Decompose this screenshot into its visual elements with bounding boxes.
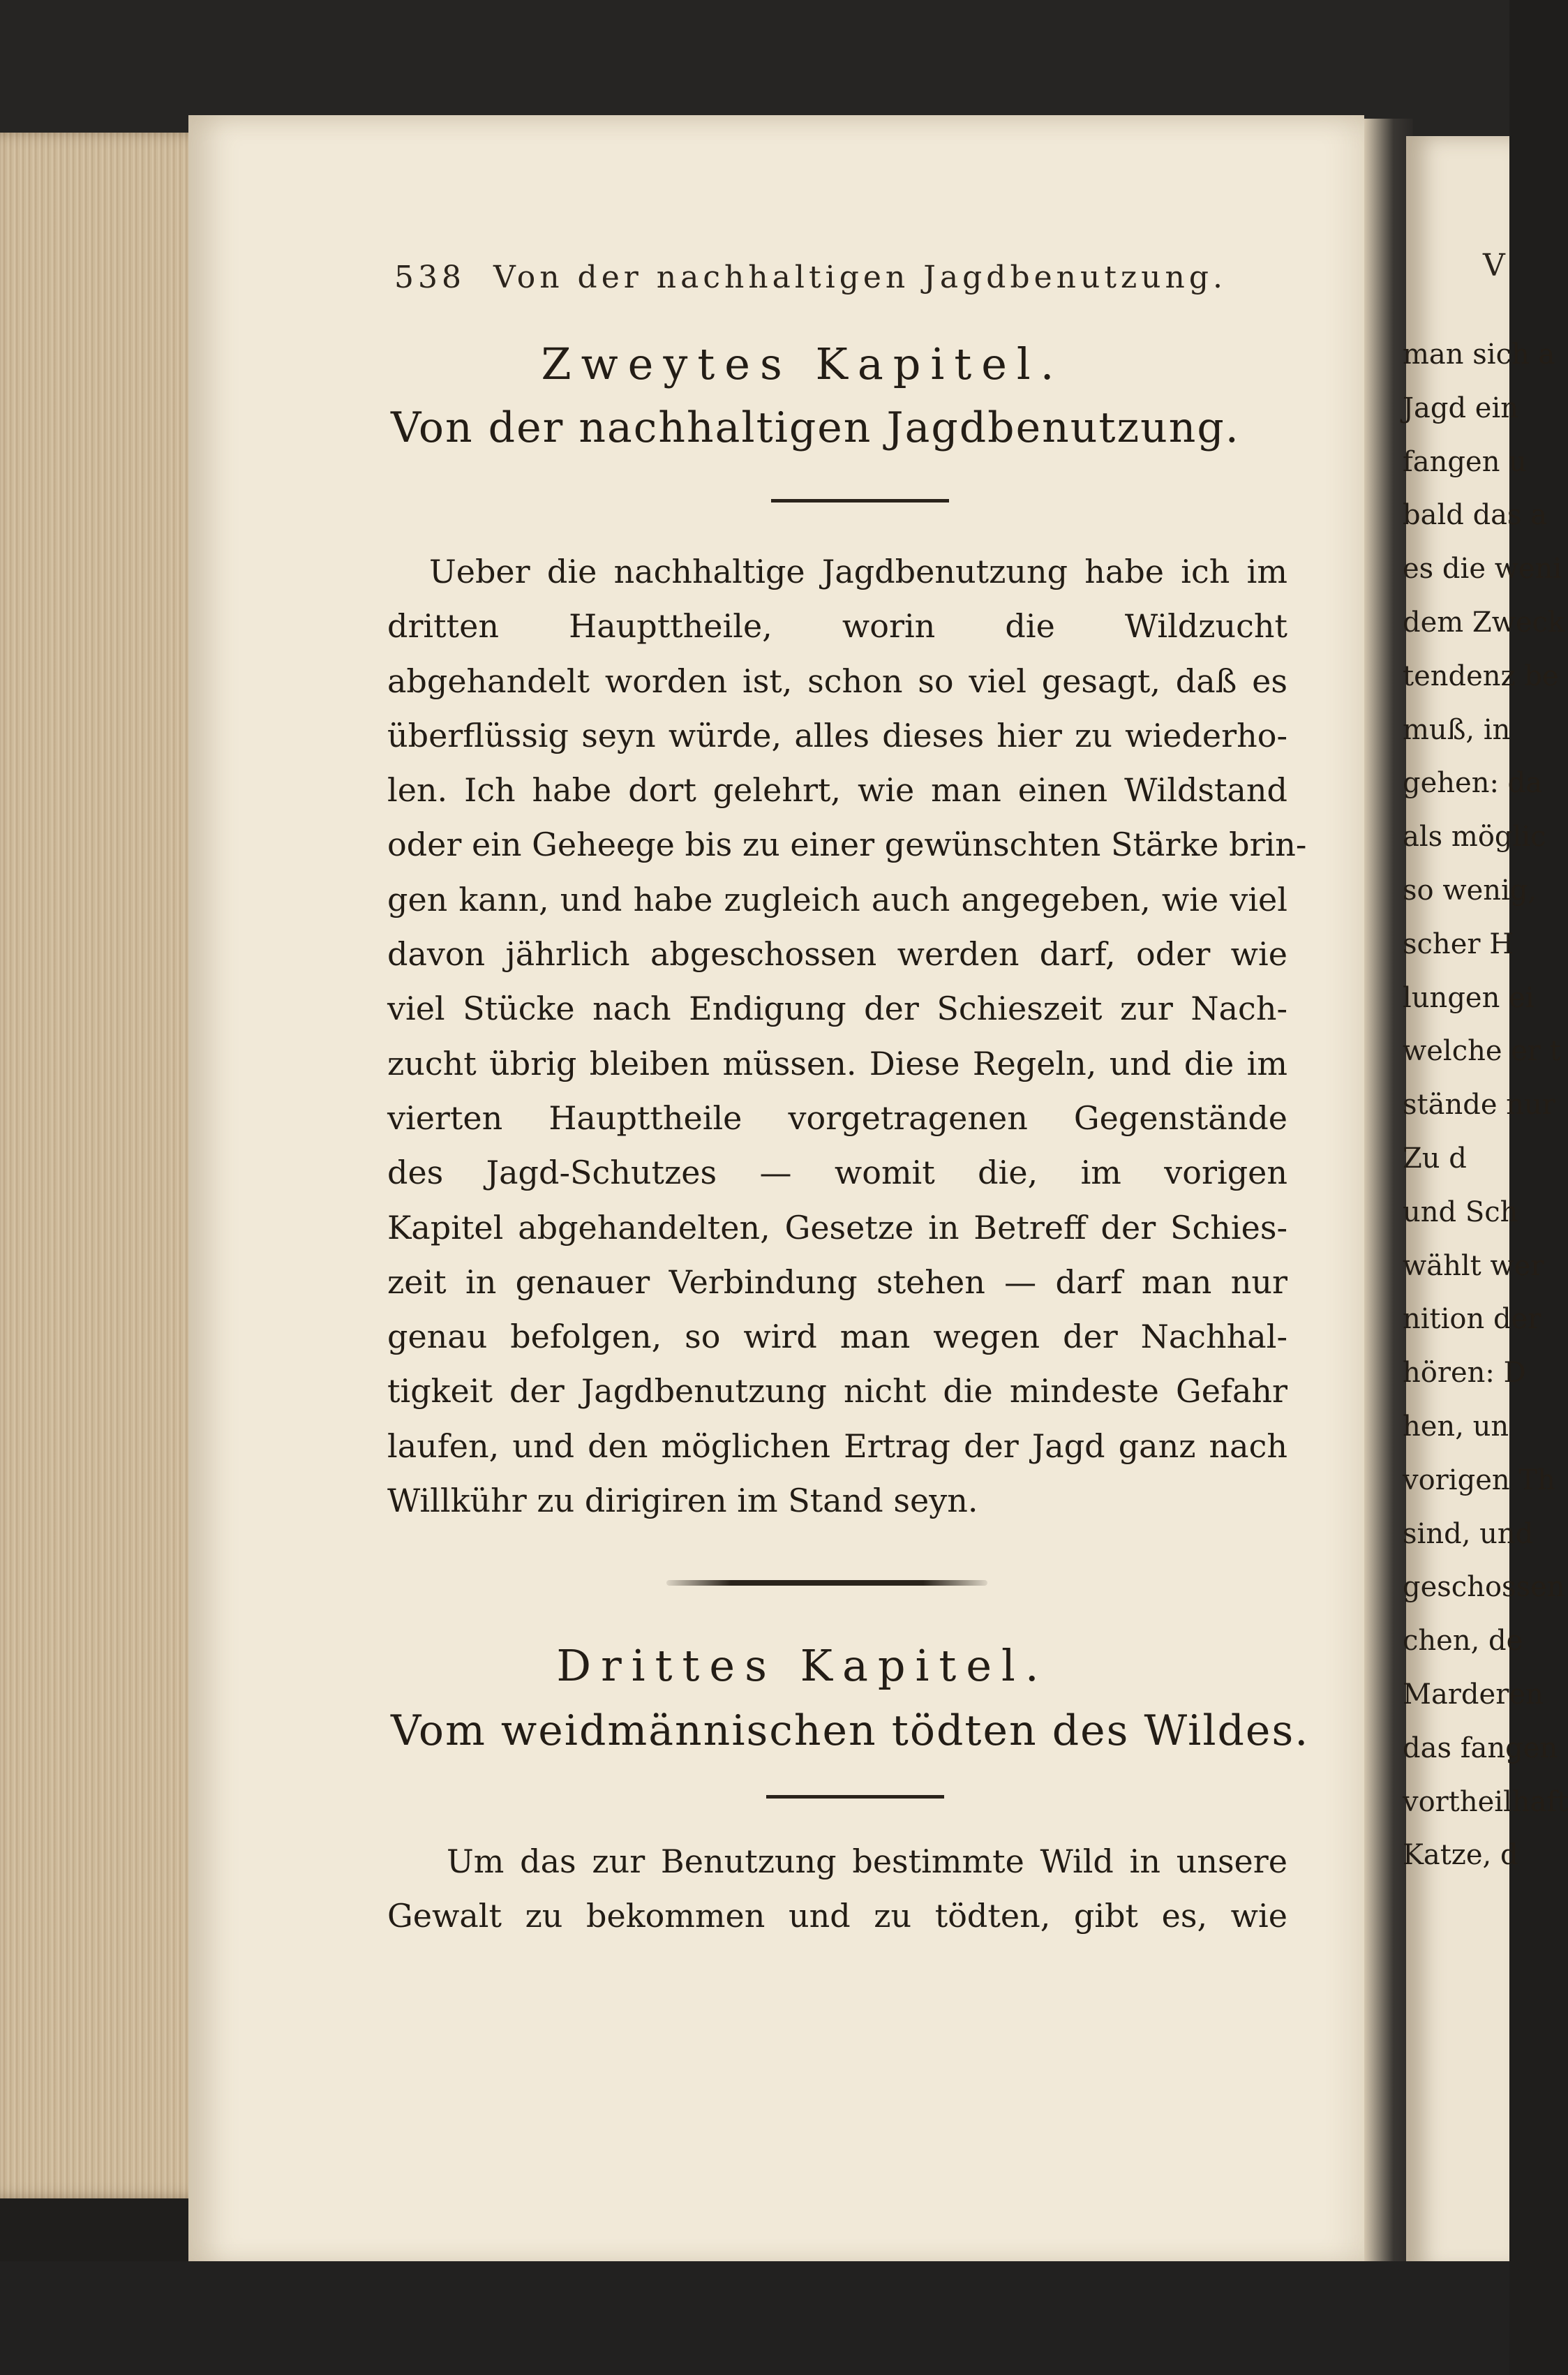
facing-line: vortheilhaft: [1403, 1785, 1568, 1818]
running-head-title: Von der nachhaltigen Jagdbenutzung.: [493, 260, 1227, 295]
text-line: oder ein Geheege bis zu einer gewünschten Stärke brin-: [387, 826, 1307, 864]
facing-line: stände nur: [1403, 1089, 1555, 1122]
facing-page-text: [1403, 328, 1568, 1882]
facing-line: scher H: [1403, 928, 1514, 960]
facing-line: nition der: [1403, 1303, 1541, 1336]
facing-line: es die weni: [1403, 553, 1562, 586]
facing-line: Marderen: [1403, 1678, 1544, 1711]
facing-line: und Sch: [1403, 1196, 1518, 1228]
facing-line: man sich a: [1403, 338, 1555, 371]
facing-line: Zu d: [1403, 1142, 1467, 1175]
text-line: zucht übrig bleiben müssen. Diese Regeln, und die im: [387, 1044, 1287, 1082]
chapter-3-rule: [766, 1795, 944, 1799]
facing-line: vorigen Th: [1403, 1464, 1555, 1496]
facing-line: fangen u: [1403, 445, 1527, 478]
text-line: vierten Haupttheile vorgetragenen Gegenstände: [387, 1099, 1287, 1137]
running-head: [394, 260, 1227, 295]
facing-line: bald das a: [1403, 499, 1548, 532]
text-line: Willkühr zu dirigiren im Stand seyn.: [387, 1482, 978, 1520]
page-edges-left: [0, 133, 209, 2198]
text-line: überflüssig seyn würde, alles dieses hier zu wiederho-: [387, 716, 1287, 754]
book-bottom-background: [0, 2261, 1509, 2375]
text-line: Ueber die nachhaltige Jagdbenutzung habe ich im: [429, 553, 1287, 590]
facing-line: wählt wer: [1403, 1249, 1544, 1282]
facing-line: chen, de: [1403, 1625, 1523, 1658]
facing-line: das fangen: [1403, 1732, 1558, 1764]
chapter-2-number: Zweytes Kapitel.: [541, 338, 1064, 389]
text-line: Um das zur Benutzung bestimmte Wild in unsere: [447, 1842, 1287, 1880]
facing-line: hen, un: [1403, 1410, 1509, 1443]
facing-line: Katze, d: [1403, 1839, 1518, 1872]
chapter-3-title: Vom weidmännischen tödten des Wildes.: [391, 1706, 1310, 1755]
text-line: genau befolgen, so wird man wegen der Nachhal-: [387, 1318, 1287, 1356]
facing-line: geschossen: [1403, 1571, 1565, 1604]
text-line: gen kann, und habe zugleich auch angegeben, wie viel: [387, 880, 1287, 918]
text-line: davon jährlich abgeschossen werden darf, oder wie: [387, 935, 1287, 974]
chapter-2-rule: [771, 499, 949, 502]
text-line: viel Stücke nach Endigung der Schieszeit zur Nach-: [387, 990, 1287, 1028]
text-line: des Jagd-Schutzes — womit die, im vorigen: [387, 1154, 1287, 1192]
facing-line: hören: D: [1403, 1357, 1526, 1390]
text-line: Gewalt zu bekommen und zu tödten, gibt es, wie: [387, 1897, 1287, 1935]
facing-line: sind, und: [1403, 1517, 1534, 1550]
facing-line: Jagd ein: [1403, 392, 1519, 424]
page-number: 538: [394, 260, 465, 295]
facing-line: dem Zweck: [1403, 606, 1565, 639]
facing-page-corner-letter: V: [1483, 248, 1505, 283]
section-divider-ornament: [666, 1580, 987, 1586]
text-line: laufen, und den möglichen Ertrag der Jagd ganz nach: [387, 1427, 1287, 1465]
text-line: abgehandelt worden ist, schon so viel gesagt, daß es: [387, 662, 1287, 700]
text-line: Kapitel abgehandelten, Gesetze in Betreff der Schies-: [387, 1208, 1287, 1246]
chapter-3-number: Drittes Kapitel.: [556, 1640, 1049, 1691]
chapter-2-title: Von der nachhaltigen Jagdbenutzung.: [391, 403, 1240, 452]
text-line: tigkeit der Jagdbenutzung nicht die mindeste Gefahr: [387, 1372, 1287, 1410]
text-line: zeit in genauer Verbindung stehen — darf man nur: [387, 1263, 1287, 1301]
text-line: dritten Haupttheile, worin die Wildzucht: [387, 607, 1287, 646]
chapter-3-paragraph: [387, 1834, 1287, 1944]
facing-line: gehen: da: [1403, 767, 1543, 800]
chapter-2-paragraph: [387, 544, 1307, 1528]
text-line: len. Ich habe dort gelehrt, wie man einen Wildstand: [387, 771, 1287, 810]
facing-line: als möglic: [1403, 821, 1546, 854]
facing-line: so wenig,: [1403, 874, 1537, 907]
facing-line: lungen ei: [1403, 981, 1535, 1014]
facing-line: tendenz be: [1403, 660, 1559, 692]
facing-line: muß, in: [1403, 713, 1511, 746]
facing-line: welche er t: [1403, 1035, 1561, 1068]
